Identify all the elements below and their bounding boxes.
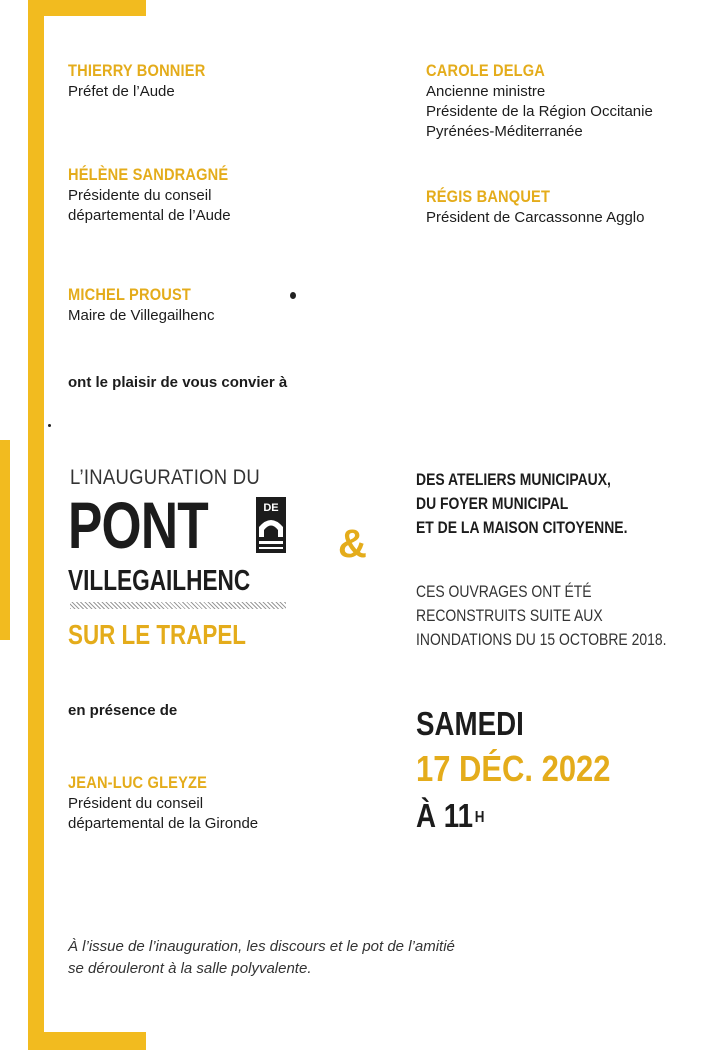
ouvrages-line: INONDATIONS DU 15 OCTOBRE 2018.: [416, 630, 667, 649]
host-title: Présidente du conseil: [68, 187, 212, 204]
host-title: départemental de l’Aude: [68, 207, 231, 224]
host-block-sandragne: [68, 164, 254, 226]
event-river-name: SUR LE TRAPEL: [68, 619, 246, 650]
host-block-bonnier: [68, 60, 228, 102]
frame-left-border: [28, 0, 44, 1050]
host-title: Pyrénées-Méditerranée: [426, 123, 583, 140]
event-time-suffix: H: [474, 809, 485, 826]
ateliers-line: DES ATELIERS MUNICIPAUX,: [416, 470, 611, 489]
invite-text: ont le plaisir de vous convier à: [68, 374, 288, 391]
host-name: CAROLE DELGA: [426, 61, 546, 80]
footer-note: [68, 936, 455, 980]
host-block-proust: [68, 284, 214, 326]
hatched-divider: [70, 602, 286, 609]
guest-title: départemental de la Gironde: [68, 815, 259, 832]
event-date: 17 DÉC. 2022: [416, 748, 611, 789]
de-label: DE: [263, 502, 279, 514]
guest-block-gleyze: [68, 772, 258, 834]
frame-top-border: [28, 0, 146, 16]
frame-bottom-border: [28, 1032, 146, 1050]
host-title: Préfet de l’Aude: [68, 83, 175, 100]
host-title: Ancienne ministre: [426, 83, 546, 100]
ateliers-line: DU FOYER MUNICIPAL: [416, 494, 569, 513]
host-title: Président de Carcassonne Agglo: [426, 209, 645, 226]
host-name: RÉGIS BANQUET: [426, 187, 551, 206]
ouvrages-text: [416, 580, 666, 652]
event-day: SAMEDI: [416, 705, 524, 742]
print-speck: [48, 424, 51, 427]
footer-line: se dérouleront à la salle polyvalente.: [68, 960, 312, 977]
guest-name: JEAN-LUC GLEYZE: [68, 773, 208, 792]
bridge-icon: [256, 497, 286, 553]
host-block-delga: [426, 60, 653, 142]
ampersand: &: [338, 522, 367, 566]
presence-text: en présence de: [68, 702, 178, 719]
event-pont-word: PONT: [68, 488, 208, 562]
event-village-name: VILLEGAILHENC: [68, 565, 251, 597]
print-speck: [290, 292, 296, 299]
event-time-value: À 11: [416, 797, 474, 834]
host-name: THIERRY BONNIER: [68, 61, 206, 80]
event-time: [416, 796, 484, 836]
ateliers-line: ET DE LA MAISON CITOYENNE.: [416, 518, 628, 537]
frame-edge-mark: [0, 440, 10, 640]
ouvrages-line: CES OUVRAGES ONT ÉTÉ: [416, 582, 592, 601]
host-name: HÉLÈNE SANDRAGNÉ: [68, 165, 229, 184]
host-block-banquet: [426, 186, 644, 228]
guest-title: Président du conseil: [68, 795, 204, 812]
host-name: MICHEL PROUST: [68, 285, 192, 304]
event-heading-small: L’INAUGURATION DU: [70, 466, 260, 489]
ateliers-text: [416, 468, 627, 540]
footer-line: À l’issue de l’inauguration, les discours et le pot de l’amitié: [68, 938, 455, 955]
host-title: Maire de Villegailhenc: [68, 307, 215, 324]
host-title: Présidente de la Région Occitanie: [426, 103, 653, 120]
ouvrages-line: RECONSTRUITS SUITE AUX: [416, 606, 603, 625]
